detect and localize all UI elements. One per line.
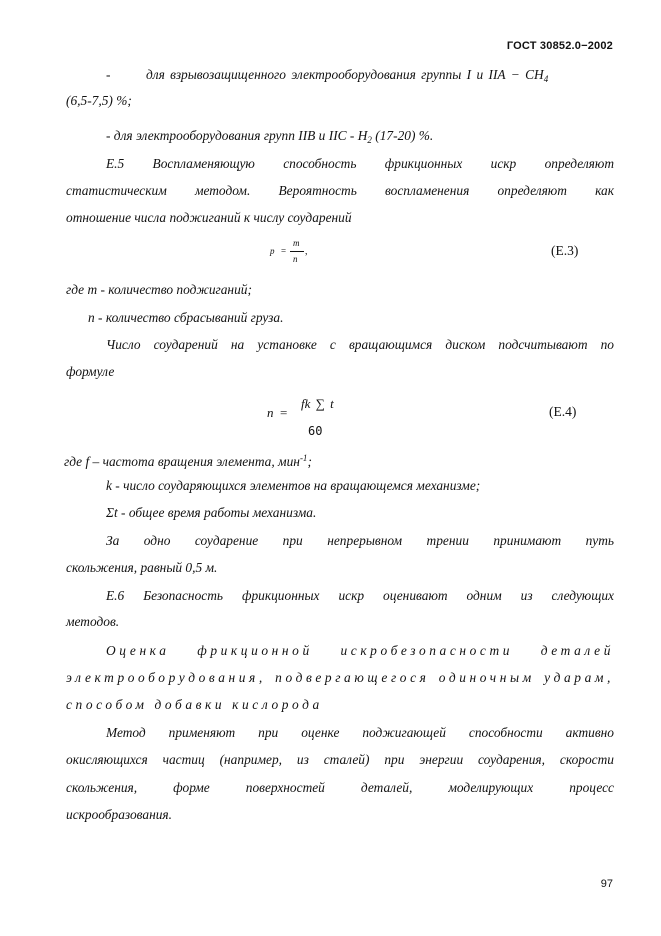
section-heading-line: электрооборудования, подвергающегося одиночным ударам, <box>66 670 614 685</box>
text-line: формуле <box>66 364 115 379</box>
text-line: окисляющихся частиц (например, из сталей) при энергии соударения, скорости <box>66 752 614 767</box>
text-line: где m - количество поджиганий; <box>66 282 252 297</box>
text-line: - для электрооборудования групп IIB и IIC - $H_2$ (17-20) %. <box>106 128 434 145</box>
text-line: искрообразования. <box>66 807 173 822</box>
text-line: статистическим методом. Вероятность воспламенения определяют как <box>66 183 614 198</box>
text-line: для взрывозащищенного электрооборудования группы I и IIA − $CH_4$ <box>146 67 549 84</box>
section-heading-line: Оценка фрикционной искробезопасности деталей <box>106 643 614 658</box>
text-line: За одно соударение при непрерывном трении принимают путь <box>106 533 614 548</box>
equation-label: (E.3) <box>551 243 579 258</box>
text-line: где f – частота вращения элемента, мин$^{-1}$; <box>64 453 312 469</box>
text-line: скольжения, равный 0,5 м. <box>66 560 218 575</box>
text-line: Е.6 Безопасность фрикционных искр оценивают одним из следующих <box>106 588 614 603</box>
text-line: (6,5-7,5) %; <box>66 93 132 108</box>
section-heading-line: способом добавки кислорода <box>66 697 323 712</box>
document-page: ГОСТ 30852.0−2002 - для взрывозащищенного электрооборудования группы I и IIA − $CH_4$ (6,5-7,5) %; - для электрооборудования групп IIB и IIC - $H_2$ (17-20) %. Е.5 Воспламеняющую способность фрикционных искр определяют статистическим методом. Вероятность воспламенения определяют как отношение числа поджиганий к числу соударений p = m n , (E.3) где m - количество поджиганий; n - количество сбрасываний груза. Число соударений на установке с вращающимся диском подсчитывают по формуле n = fk ∑ t 60 (E.4) где f – частота вращения элемента, мин$^{-1}$; k - число соударяющихся элементов на вращающемся механизме; Σt - общее время работы механизма. За одно соударение при непрерывном трении принимают путь скольжения, равный 0,5 м. Е.6 Безопасность фрикционных искр оценивают одним из следующих методов. Оценка фрикционной искробезопасности деталей электрооборудования, подвергающегося одиночным ударам, способом добавки кислорода Метод применяют при оценке поджигающей способности активно окисляющихся частиц (например, из сталей) при энергии соударения, скорости скольжения, форме поверхностей деталей, моделирующих процесс искрообразования. 97 <box>0 0 661 936</box>
text-line: скольжения, форме поверхностей деталей, моделирующих процесс <box>66 780 614 795</box>
text-line: Σt - общее время работы механизма. <box>106 505 317 520</box>
text-line: Число соударений на установке с вращающимся диском подсчитывают по <box>106 337 614 352</box>
text-line: методов. <box>66 614 120 629</box>
text-line: отношение числа поджиганий к числу соударений <box>66 210 352 225</box>
text-line: Метод применяют при оценке поджигающей способности активно <box>106 725 614 740</box>
page-number: 97 <box>600 878 613 890</box>
text-line: n - количество сбрасываний груза. <box>88 310 284 325</box>
equation-label: (E.4) <box>549 404 577 419</box>
text-line: Е.5 Воспламеняющую способность фрикционных искр определяют <box>106 156 614 171</box>
standard-header: ГОСТ 30852.0−2002 <box>506 40 613 52</box>
text-line: k - число соударяющихся элементов на вращающемся механизме; <box>106 478 481 493</box>
dash: - <box>106 67 111 82</box>
